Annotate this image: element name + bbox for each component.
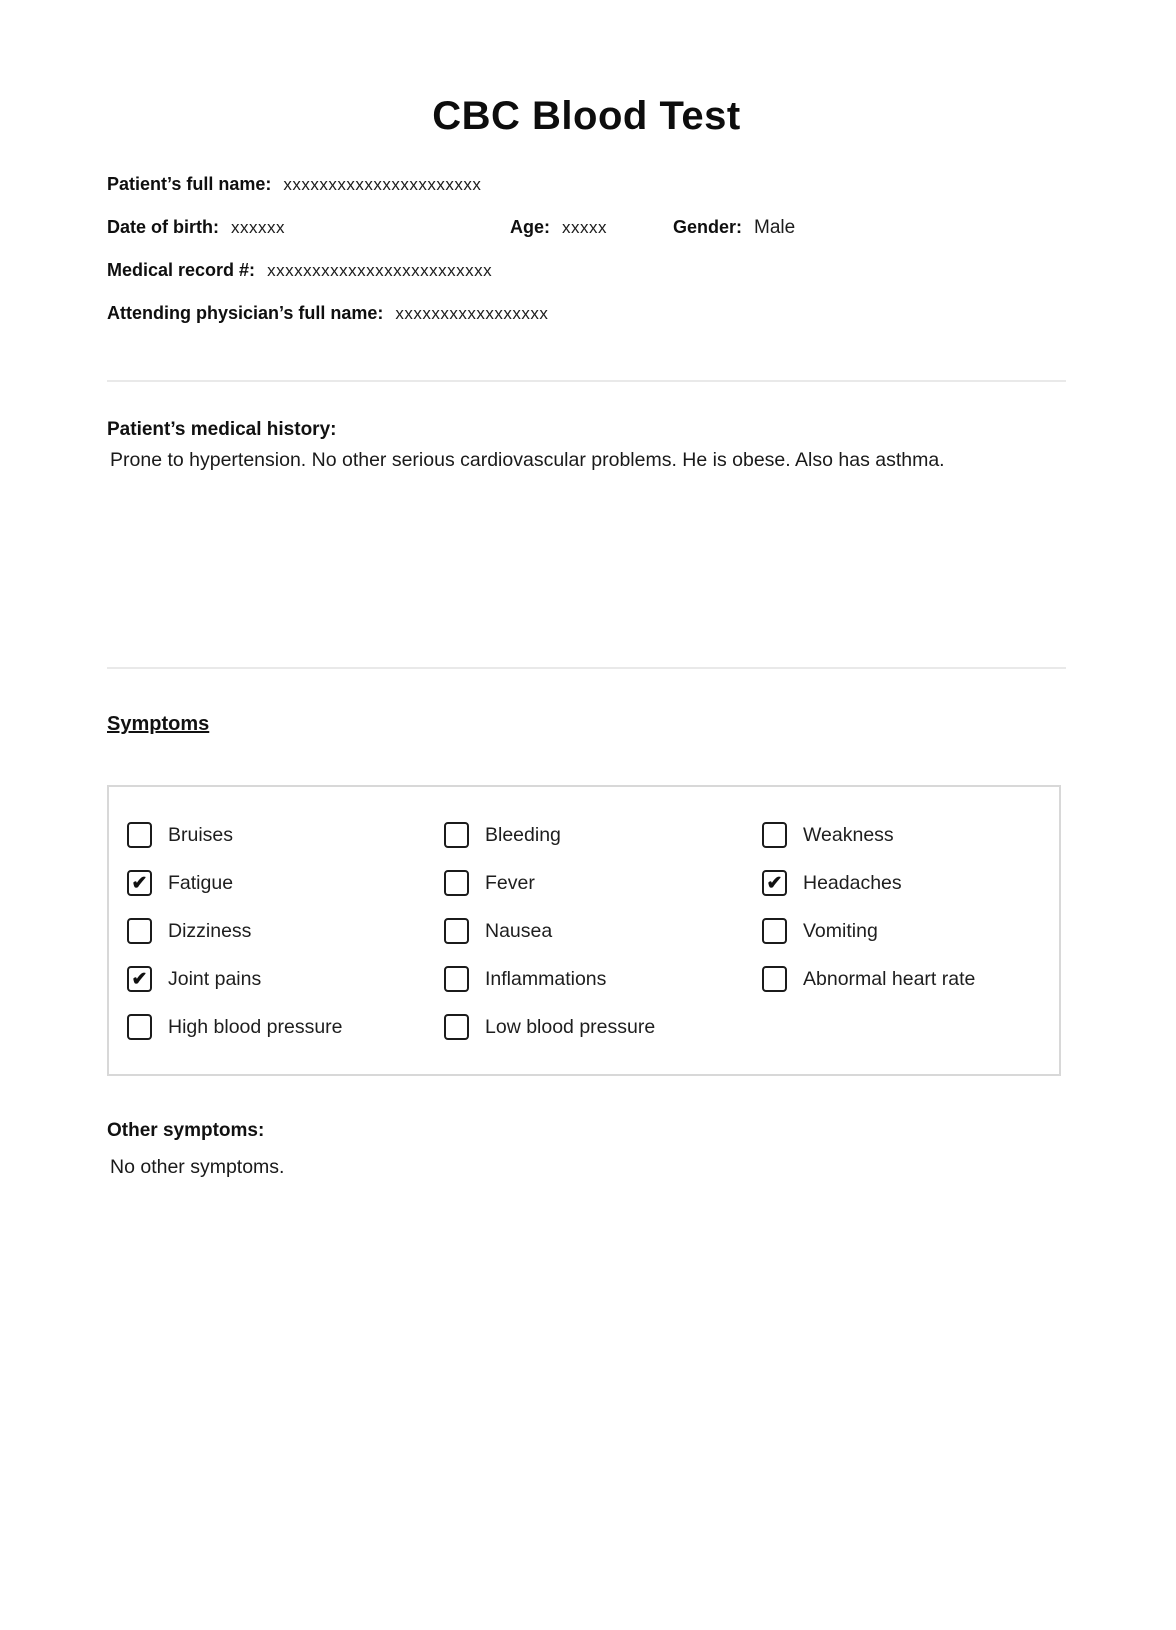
other-symptoms-heading: Other symptoms: — [107, 1120, 265, 1141]
medical-record-field[interactable]: xxxxxxxxxxxxxxxxxxxxxxxxx — [267, 261, 493, 280]
gender-field[interactable]: Male — [754, 217, 796, 238]
symptom-checkbox-item[interactable] — [444, 822, 762, 848]
medical-record-label: Medical record #: — [107, 260, 256, 280]
symptom-checkbox-item[interactable] — [127, 870, 444, 896]
symptoms-box — [107, 785, 1061, 1076]
symptom-checkbox-item[interactable] — [127, 822, 444, 848]
symptom-label: Headaches — [803, 871, 902, 894]
age-group — [510, 215, 607, 240]
checkbox-icon[interactable]: ✔ — [127, 870, 152, 896]
symptom-label: Low blood pressure — [485, 1015, 656, 1038]
medical-history-text[interactable]: Prone to hypertension. No other serious cardiovascular problems. He is obese. Also has asthma. — [110, 449, 945, 471]
physician-label: Attending physician’s full name: — [107, 303, 384, 323]
symptom-label: High blood pressure — [168, 1015, 343, 1038]
physician-field[interactable]: xxxxxxxxxxxxxxxxx — [395, 304, 549, 323]
checkbox-icon[interactable] — [444, 822, 469, 848]
age-label: Age: — [510, 217, 550, 237]
medical-history-heading: Patient’s medical history: — [107, 419, 337, 440]
symptom-checkbox-item[interactable] — [127, 918, 444, 944]
section-divider-top — [107, 380, 1066, 382]
checkbox-icon[interactable] — [444, 966, 469, 992]
symptom-label: Dizziness — [168, 919, 252, 942]
patient-name-field[interactable]: xxxxxxxxxxxxxxxxxxxxxx — [283, 175, 482, 194]
symptoms-grid — [109, 787, 1059, 1051]
checkbox-icon[interactable]: ✔ — [762, 870, 787, 896]
checkbox-icon[interactable] — [762, 918, 787, 944]
symptom-checkbox-item[interactable] — [127, 966, 444, 992]
symptom-checkbox-item[interactable] — [444, 1014, 762, 1040]
patient-name-label: Patient’s full name: — [107, 174, 272, 194]
checkbox-icon[interactable] — [444, 1014, 469, 1040]
symptom-checkbox-item[interactable] — [762, 966, 1059, 992]
checkbox-icon[interactable] — [762, 822, 787, 848]
symptom-checkbox-item[interactable] — [762, 918, 1059, 944]
symptom-label: Nausea — [485, 919, 553, 942]
checkbox-icon[interactable] — [444, 870, 469, 896]
symptom-label: Fatigue — [168, 871, 234, 894]
patient-info-section — [107, 172, 1066, 326]
dob-label: Date of birth: — [107, 217, 219, 237]
other-symptoms-text[interactable]: No other symptoms. — [110, 1156, 285, 1178]
symptom-label: Weakness — [803, 823, 894, 846]
symptom-label: Abnormal heart rate — [803, 967, 976, 990]
gender-label: Gender: — [673, 217, 743, 237]
symptom-checkbox-item[interactable] — [127, 1014, 444, 1040]
checkbox-icon[interactable] — [127, 1014, 152, 1040]
symptom-checkbox-item[interactable] — [444, 870, 762, 896]
symptom-checkbox-item[interactable] — [762, 822, 1059, 848]
checkbox-icon[interactable] — [444, 918, 469, 944]
checkbox-icon[interactable] — [127, 918, 152, 944]
physician-row — [107, 301, 1066, 326]
medical-record-row — [107, 258, 1066, 283]
dob-age-gender-row — [107, 215, 1066, 240]
dob-field[interactable]: xxxxxx — [231, 218, 285, 237]
page-title: CBC Blood Test — [432, 94, 741, 138]
symptom-checkbox-item[interactable] — [444, 918, 762, 944]
symptom-label: Vomiting — [803, 919, 878, 942]
symptom-label: Fever — [485, 871, 535, 894]
checkbox-icon[interactable] — [127, 822, 152, 848]
symptom-checkbox-item[interactable] — [444, 966, 762, 992]
checkbox-icon[interactable] — [762, 966, 787, 992]
patient-name-row — [107, 172, 1066, 197]
symptoms-heading: Symptoms — [107, 713, 210, 735]
symptom-checkbox-item[interactable] — [762, 870, 1059, 896]
symptom-label: Bleeding — [485, 823, 561, 846]
symptom-label: Bruises — [168, 823, 234, 846]
symptom-label: Inflammations — [485, 967, 607, 990]
form-content — [107, 0, 1066, 1180]
gender-group — [673, 215, 795, 240]
checkbox-icon[interactable]: ✔ — [127, 966, 152, 992]
age-field[interactable]: xxxxx — [562, 218, 607, 237]
symptom-label: Joint pains — [168, 967, 262, 990]
